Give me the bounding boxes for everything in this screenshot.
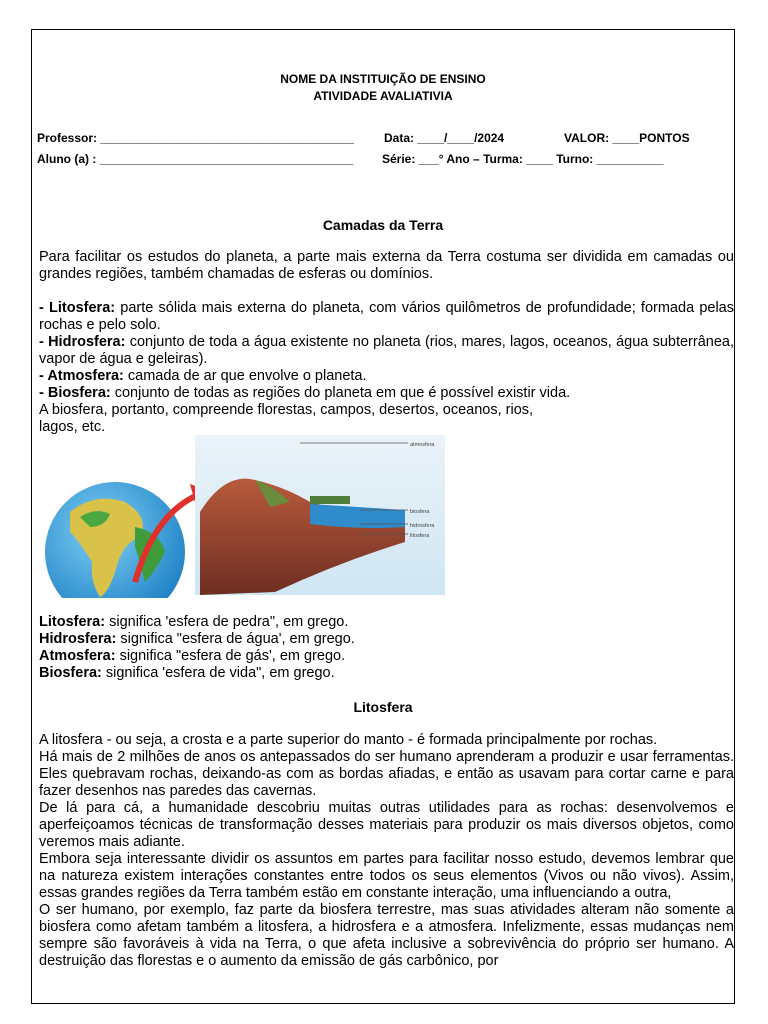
litosfera-p1: A litosfera - ou seja, a crosta e a parte superior do manto - é formada principalmente por rochas. [39,732,658,748]
litosfera-p5: O ser humano, por exemplo, faz parte da biosfera terrestre, mas suas atividades alteram não somente a biosfera como afetam também a litosfera, a hidrosfera e a atmosfera. Infelizmente, essas mudanças nem sempre são favoráveis à vida na Terra, o que afeta inclusive a sobrevivência do próprio ser humano. A destruição das florestas e o aumento da emissão de gás carbônico, por [39,902,734,969]
label-hidrosfera: hidrosfera [410,523,435,529]
meaning-term: Litosfera: [39,614,106,630]
institution-name: NOME DA INSTITUIÇÃO DE ENSINO [280,72,486,86]
biosfera-term: - Biosfera: [39,385,111,401]
meaning-litosfera [39,614,734,631]
date-field[interactable]: Data: ____/____/2024 [384,131,505,145]
serie-field[interactable]: Série: ___° Ano – Turma: ____ Turno: __________ [382,152,664,166]
meaning-term: Hidrosfera: [39,631,117,647]
atmosfera-definition [39,368,734,385]
earth-cross-section [195,435,445,595]
biosfera-text: conjunto de todas as regiões do planeta em que é possível existir vida. [110,385,571,401]
label-atmosfera: atmosfera [410,442,435,448]
intro-paragraph: Para facilitar os estudos do planeta, a parte mais externa da Terra costuma ser dividida em camadas ou grandes regiões, também chamadas de esferas ou domínios. [39,249,734,282]
meaning-biosfera [39,665,734,682]
meaning-term: Atmosfera: [39,648,116,664]
hidrosfera-text: conjunto de toda a água existente no planeta (rios, mares, lagos, oceanos, água subterrânea, vapor de água e geleiras). [39,334,734,367]
litosfera-p3: De lá para cá, a humanidade descobriu muitas outras utilidades para as rochas: desenvolvemos e aperfeiçoamos técnicas de transformação desses materiais para produzir os mais diversos objetos, como veremos mais adiante. [39,800,734,850]
earth-layers-figure [40,432,445,598]
litosfera-term: - Litosfera: [39,300,116,316]
litosfera-p2: Há mais de 2 milhões de anos os antepassados do ser humano aprenderam a produzir e usar ferramentas. Eles quebravam rochas, deixando-as com as bordas afiadas, e então as usavam para cortar carne e para fazer desenhos nas paredes das cavernas. [39,749,734,799]
meaning-text: significa 'esfera de vida", em grego. [101,665,335,681]
meaning-term: Biosfera: [39,665,102,681]
biosfera-definition [39,385,734,402]
atmosfera-text: camada de ar que envolve o planeta. [123,368,367,384]
valor-field[interactable]: VALOR: ____PONTOS [564,131,690,145]
aluno-field[interactable]: Aluno (a) : ______________________________________ [37,152,354,166]
litosfera-definition [39,300,734,334]
hidrosfera-term: - Hidrosfera: [39,334,126,350]
section-title-camadas: Camadas da Terra [322,217,444,233]
meaning-text: significa "esfera de gás', em grego. [115,648,346,664]
biosfera-extra: A biosfera, portanto, compreende florestas, campos, desertos, oceanos, rios, lagos, etc. [39,402,534,435]
professor-field[interactable]: Professor: ______________________________________ [37,131,354,145]
meaning-atmosfera [39,648,734,665]
meaning-text: significa "esfera de água', em grego. [116,631,355,647]
label-biosfera: biosfera [410,509,430,515]
section-camadas-body [39,249,734,436]
meaning-text: significa 'esfera de pedra", em grego. [105,614,349,630]
section-title-litosfera: Litosfera [353,699,413,715]
hidrosfera-definition [39,334,734,368]
litosfera-p4: Embora seja interessante dividir os assuntos em partes para facilitar nosso estudo, devemos lembrar que na natureza existem interações constantes entre todos os seus elementos (Vivos ou não vivos). Assim, essas grandes regiões da Terra também estão em constante interação, uma influenciando a outra, [39,851,734,901]
label-litosfera: litosfera [410,533,430,539]
meanings-list [39,614,734,682]
atmosfera-term: - Atmosfera: [39,368,124,384]
litosfera-text: parte sólida mais externa do planeta, com vários quilômetros de profundidade; formada pelas rochas e pelo solo. [39,300,734,333]
document-page [31,29,735,1004]
activity-title: ATIVIDADE AVALIATIVIA [313,89,453,103]
section-litosfera-body [39,732,734,970]
globe-icon [45,482,185,598]
meaning-hidrosfera [39,631,734,648]
